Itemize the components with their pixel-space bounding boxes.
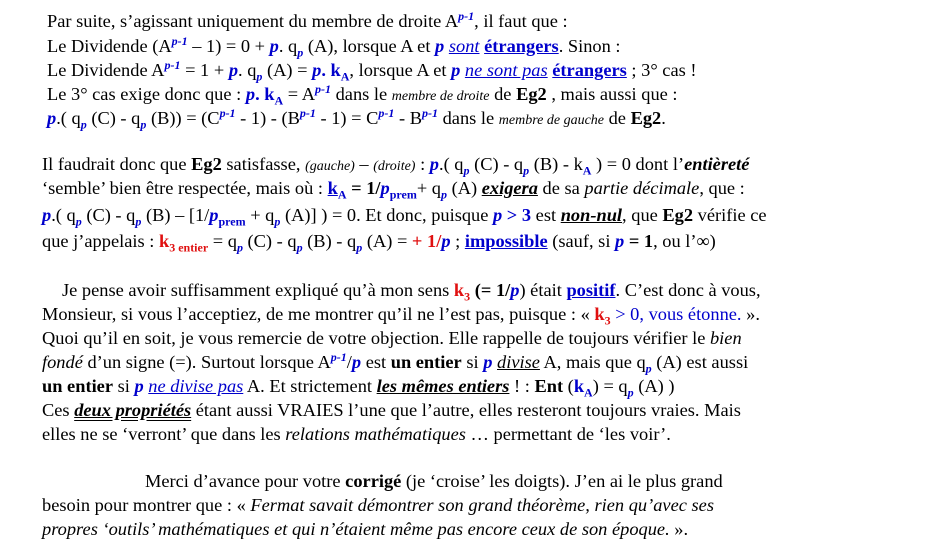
text-segment: p	[351, 352, 362, 372]
text-segment: (A)] ) = 0. Et donc, puisque	[280, 205, 493, 225]
text-segment: (B) – [1/	[141, 205, 210, 225]
text-segment: .	[661, 108, 666, 128]
text-line	[42, 349, 749, 376]
text-segment: Je pense avoir suffisamment expliqué qu’à mon sens	[62, 280, 454, 300]
text-segment: (B) - q	[302, 231, 357, 251]
text-segment: p	[493, 205, 503, 225]
text-segment: étrangers	[484, 36, 559, 56]
text-segment: . C’est donc à vous,	[615, 280, 761, 300]
text-segment: = A	[283, 84, 316, 104]
text-segment: ; 3° cas !	[626, 60, 697, 80]
text-segment: 3 entier	[169, 240, 209, 255]
text-segment: Eg2	[662, 205, 694, 225]
text-segment: (C) - q	[81, 205, 136, 225]
text-segment: p	[297, 45, 304, 60]
text-segment: .( q	[51, 205, 76, 225]
text-segment: - 1) = C	[315, 108, 379, 128]
text-segment: A	[584, 385, 593, 400]
text-line	[62, 279, 761, 304]
text-segment: , ou l’∞)	[653, 231, 716, 251]
text-segment: (C) - q	[242, 231, 297, 251]
text-segment: = 1/	[346, 178, 381, 198]
text-segment: satisfasse,	[221, 154, 306, 174]
text-segment: – 1) = 0 +	[187, 36, 270, 56]
text-segment: ! :	[509, 376, 535, 396]
text-segment: … permettant de ‘les voir’.	[465, 424, 671, 444]
text-segment: > 3	[502, 205, 532, 225]
text-segment: (sauf, si	[547, 231, 616, 251]
text-segment: - 1) - (B	[235, 108, 300, 128]
text-segment: p	[245, 84, 256, 104]
text-segment: étrangers	[552, 60, 627, 80]
text-segment: p	[209, 205, 219, 225]
text-segment: . q	[238, 60, 257, 80]
text-segment: si	[113, 376, 135, 396]
text-segment: p-1	[299, 105, 316, 120]
text-segment: elles ne se ‘verront’ que dans les	[42, 424, 286, 444]
text-segment: propres ‘outils’ mathématiques et qui n’étaient même pas encore ceux de son époque.	[42, 519, 670, 539]
text-line	[47, 107, 666, 132]
text-segment: ‘semble’ bien être respectée, mais où :	[42, 178, 328, 198]
text-segment: A, mais que q	[539, 352, 646, 372]
text-segment: , il faut que :	[474, 11, 568, 31]
text-line	[42, 423, 671, 445]
text-line	[42, 177, 745, 202]
text-segment: p	[463, 163, 470, 178]
text-segment: p-1	[171, 33, 188, 48]
text-segment: A	[274, 93, 284, 108]
text-line	[42, 375, 675, 400]
text-segment: est	[531, 205, 561, 225]
text-segment: (= 1/	[470, 280, 511, 300]
text-segment: p	[435, 36, 445, 56]
text-segment: .( q	[438, 154, 464, 174]
text-segment: (A)	[447, 178, 482, 198]
text-segment: A	[340, 69, 350, 84]
text-segment: Ces	[42, 400, 75, 420]
text-segment: dans le	[331, 84, 392, 104]
text-segment: (A), lorsque A et	[303, 36, 436, 56]
text-segment: (C) - q	[469, 154, 524, 174]
text-segment: ) = 0 dont l’	[591, 154, 685, 174]
text-segment: > 0, vous étonne.	[610, 304, 742, 324]
text-segment: de	[604, 108, 631, 128]
text-segment: Il faudrait donc que	[42, 154, 192, 174]
text-segment: p	[42, 205, 52, 225]
text-segment: Eg2	[191, 154, 222, 174]
text-segment: (B) - k	[529, 154, 583, 174]
text-segment: Fermat savait démontrer son grand théorème, rien qu’avec ses	[250, 495, 714, 515]
text-segment: Merci d’avance pour votre	[145, 471, 346, 491]
text-line	[42, 204, 767, 229]
text-segment: p	[627, 385, 634, 400]
text-segment: vérifie ce	[693, 205, 767, 225]
text-line	[42, 153, 749, 178]
text-segment: = q	[208, 231, 237, 251]
text-segment: exigera	[481, 178, 538, 198]
text-segment: p	[441, 231, 451, 251]
text-segment: p	[269, 36, 279, 56]
text-segment: p-1	[378, 105, 395, 120]
text-segment: p	[140, 117, 147, 132]
text-segment: (gauche)	[305, 159, 355, 174]
text-segment: Ent	[534, 376, 564, 396]
text-segment: dans le	[438, 108, 499, 128]
text-segment: corrigé	[345, 471, 402, 491]
text-segment: 3	[464, 289, 471, 304]
text-segment: p	[645, 361, 652, 376]
text-segment: fondé	[42, 352, 83, 372]
text-segment: p-1	[458, 8, 475, 23]
text-segment: , mais aussi que :	[546, 84, 678, 104]
text-segment: + q	[416, 178, 441, 198]
text-segment: p	[134, 376, 144, 396]
text-line	[42, 230, 716, 255]
text-line	[42, 303, 760, 328]
text-segment: Monsieur, si vous l’acceptiez, de me montrer qu’il ne l’est pas, puisque : «	[42, 304, 595, 324]
text-segment: p	[80, 117, 87, 132]
text-segment: besoin pour montrer que : «	[42, 495, 251, 515]
text-segment: = 1	[624, 231, 654, 251]
text-segment: p-1	[330, 349, 347, 364]
text-segment: prem	[389, 187, 417, 202]
text-segment: p	[523, 163, 530, 178]
text-line	[42, 518, 688, 540]
text-segment: (A) =	[262, 60, 313, 80]
text-segment: étant aussi VRAIES l’une que l’autre, elles resteront toujours vraies. Mais	[191, 400, 741, 420]
text-segment: :	[415, 154, 430, 174]
text-segment: deux propriétés	[74, 400, 192, 420]
text-segment: Eg2	[630, 108, 662, 128]
text-segment: , que	[622, 205, 663, 225]
text-segment: relations mathématiques	[285, 424, 466, 444]
text-segment: .( q	[56, 108, 81, 128]
text-segment: de sa	[537, 178, 585, 198]
text-segment: Le 3° cas exige donc que :	[47, 84, 246, 104]
text-segment: k	[327, 178, 338, 198]
text-segment: p-1	[422, 105, 438, 120]
text-segment: (droite)	[373, 159, 416, 174]
text-segment: , que :	[699, 178, 745, 198]
text-segment: bien	[709, 328, 742, 348]
text-segment: impossible	[464, 231, 548, 251]
text-segment: p	[615, 231, 625, 251]
text-segment: sont	[448, 36, 480, 56]
text-segment: k	[594, 304, 605, 324]
text-segment: Quoi qu’il en soit, je vous remercie de votre objection. Elle rappelle de toujours vérifier le	[42, 328, 710, 348]
text-segment: ) = q	[592, 376, 628, 396]
text-segment: partie décimale	[584, 178, 700, 198]
text-segment: (A) =	[362, 231, 412, 251]
text-segment: ne sont pas	[464, 60, 548, 80]
text-segment: non-nul	[560, 205, 623, 225]
text-segment: membre de droite	[391, 89, 490, 104]
text-segment: divise	[497, 352, 540, 372]
text-segment: les mêmes entiers	[376, 376, 510, 396]
text-segment: p	[274, 214, 281, 229]
text-segment: Le Dividende (A	[47, 36, 172, 56]
text-segment: membre de gauche	[498, 113, 604, 128]
text-segment: p	[441, 187, 447, 202]
text-segment: . k	[321, 60, 341, 80]
text-segment: p	[135, 214, 142, 229]
text-segment: ».	[669, 519, 689, 539]
text-segment: ».	[741, 304, 760, 324]
text-segment: de	[489, 84, 517, 104]
text-segment: (C) - q	[86, 108, 141, 128]
text-segment: Eg2	[516, 84, 547, 104]
text-segment: (je ‘croise’ les doigts). J’en ai le plus grand	[401, 471, 723, 491]
text-segment: , lorsque A et	[349, 60, 452, 80]
text-segment: p	[510, 280, 520, 300]
text-segment: Le Dividende A	[47, 60, 165, 80]
text-line	[47, 10, 568, 32]
text-segment: p	[380, 178, 390, 198]
text-segment: si	[461, 352, 484, 372]
text-segment: p-1	[164, 57, 181, 72]
text-segment: + q	[245, 205, 275, 225]
text-segment: p	[483, 352, 493, 372]
text-segment: k	[158, 231, 170, 251]
text-segment: ;	[450, 231, 465, 251]
text-segment: p	[256, 69, 263, 84]
text-segment: est	[361, 352, 391, 372]
text-segment: (A) )	[633, 376, 675, 396]
text-line	[42, 494, 714, 516]
text-segment: (	[563, 376, 574, 396]
text-segment: ) était	[519, 280, 567, 300]
text-segment: p	[451, 60, 461, 80]
text-line	[42, 399, 741, 421]
text-segment: A	[582, 163, 592, 178]
text-segment: entièreté	[684, 154, 750, 174]
text-segment: p	[236, 240, 243, 255]
text-segment: + 1/	[411, 231, 442, 251]
text-segment: un entier	[42, 376, 114, 396]
text-line	[47, 33, 621, 60]
text-segment: ne divise pas	[148, 376, 244, 396]
text-segment: (B)) = (C	[146, 108, 220, 128]
text-segment: p-1	[219, 105, 236, 120]
text-line	[42, 327, 742, 349]
text-segment: - B	[394, 108, 422, 128]
text-segment: p	[356, 240, 363, 255]
text-segment: un entier	[390, 352, 462, 372]
text-segment: k	[453, 280, 465, 300]
text-segment: positif	[566, 280, 616, 300]
text-segment: d’un signe (=). Surtout lorsque A	[82, 352, 331, 372]
text-segment: p	[47, 108, 57, 128]
text-line	[47, 83, 678, 108]
text-segment: p-1	[315, 81, 332, 96]
text-segment: = 1 +	[180, 60, 229, 80]
text-segment: k	[573, 376, 585, 396]
text-segment: A	[337, 187, 347, 202]
text-segment: . k	[255, 84, 275, 104]
text-segment: /	[346, 352, 352, 372]
text-line	[145, 470, 723, 492]
text-line	[47, 57, 697, 84]
text-segment: p	[429, 154, 439, 174]
text-segment: p	[312, 60, 322, 80]
text-segment: –	[354, 154, 374, 174]
text-segment: Par suite, s’agissant uniquement du membre de droite A	[47, 11, 459, 31]
text-segment: . Sinon :	[558, 36, 621, 56]
text-segment: que j’appelais :	[42, 231, 159, 251]
text-segment: p	[228, 60, 239, 80]
text-segment: A. Et strictement	[243, 376, 377, 396]
text-segment: p	[75, 214, 82, 229]
text-segment: prem	[218, 214, 246, 229]
text-segment: p	[296, 240, 303, 255]
text-segment: 3	[604, 313, 611, 328]
text-segment: (A) est aussi	[651, 352, 749, 372]
text-segment: . q	[278, 36, 298, 56]
